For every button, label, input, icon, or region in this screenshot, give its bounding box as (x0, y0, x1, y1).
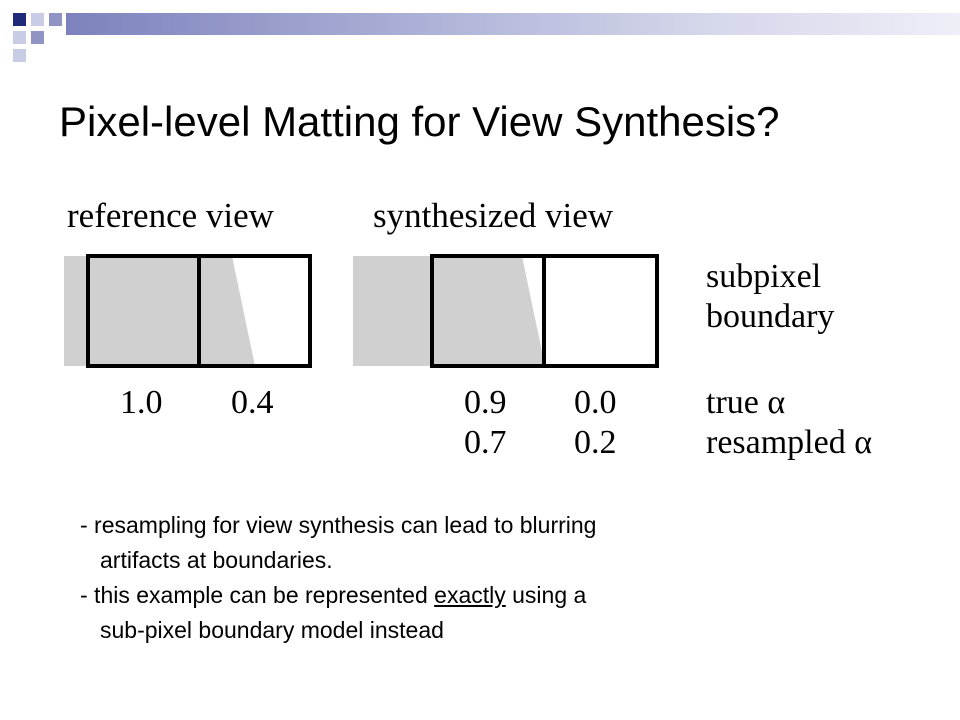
reference-pixel-2-partial-fill (199, 256, 255, 366)
synthesized-true-alpha-value: 0.0 (574, 384, 617, 421)
synthesized-pixel-1-partial-fill (432, 256, 545, 366)
resampled-alpha-label: resampled α (706, 424, 873, 461)
boundary-label: boundary (706, 298, 835, 335)
synthesized-resampled-alpha-value: 0.7 (464, 424, 507, 461)
synthesized-view-caption: synthesized view (373, 196, 614, 235)
reference-left-background (64, 256, 88, 366)
synthesized-resampled-alpha-value: 0.2 (574, 424, 617, 461)
notes (80, 508, 596, 648)
synthesized-left-background (353, 256, 432, 366)
subpixel-label: subpixel (706, 258, 822, 295)
emphasized-word: exactly (434, 582, 506, 608)
true-alpha-label: true α (706, 384, 786, 421)
reference-alpha-value: 0.4 (231, 384, 274, 421)
reference-pixel-1-fill (88, 256, 199, 366)
note-line-2: artifacts at boundaries. (100, 547, 333, 573)
note-line-1: - resampling for view synthesis can lead to blurring (80, 512, 597, 538)
reference-alpha-value: 1.0 (120, 384, 163, 421)
synthesized-true-alpha-value: 0.9 (464, 384, 507, 421)
note-line-3-start: - this example can be represented (80, 582, 435, 608)
reference-view-caption: reference view (67, 196, 274, 235)
note-line-3-end: using a (505, 582, 587, 608)
note-line-4: sub-pixel boundary model instead (100, 617, 444, 643)
slide-title: Pixel-level Matting for View Synthesis? (59, 98, 780, 145)
note-line-3 (80, 578, 596, 613)
